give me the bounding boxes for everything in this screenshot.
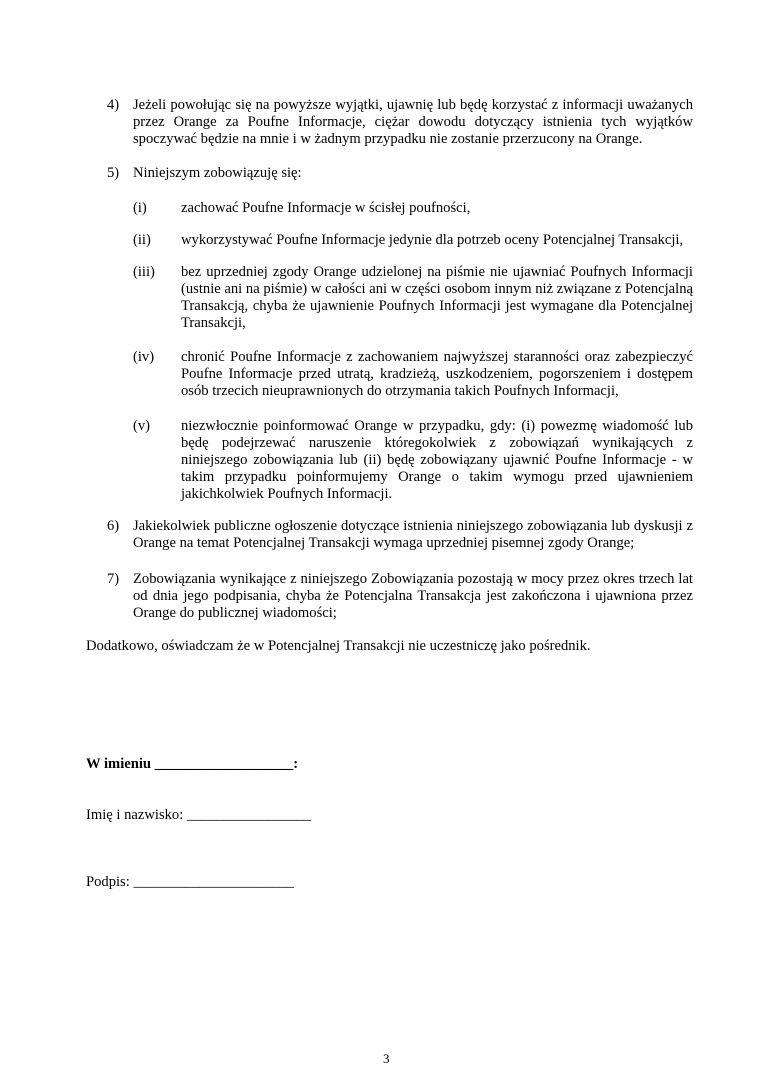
additional-statement: Dodatkowo, oświadczam że w Potencjalnej Transakcji nie uczestniczę jako pośrednik.	[86, 638, 591, 654]
clause-number: 7)	[107, 571, 120, 587]
subclause-text: niezwłocznie poinformować Orange w przypadku, gdy: (i) powezmę wiadomość lub będę podejrzewać naruszenie któregokolwiek z zobowiązań wynikających z niniejszego zobowiązania lub (ii) będę zobowiązany ujawnić Poufne Informacje - w takim przypadku poinformujemy Orange o takim wymogu przed ujawnieniem jakichkolwiek Poufnych Informacji.	[181, 418, 693, 502]
clause-text: Zobowiązania wynikające z niniejszego Zobowiązania pozostają w mocy przez okres trzech lat od dnia jego podpisania, chyba że Potencjalna Transakcja jest zakończona i ujawniona przez Orange do publicznej wiadomości;	[133, 571, 693, 621]
clause-4	[107, 97, 693, 148]
subclause-text: wykorzystywać Poufne Informacje jedynie dla potrzeb oceny Potencjalnej Transakcji,	[181, 232, 684, 248]
signature-line: Podpis: ______________________	[86, 874, 294, 890]
subclause-number: (ii)	[133, 232, 151, 248]
clause-number: 5)	[107, 165, 120, 181]
subclause-ii	[133, 232, 693, 249]
clause-text: Jeżeli powołując się na powyższe wyjątki, ujawnię lub będę korzystać z informacji uważanych przez Orange za Poufne Informacje, ciężar dowodu dotyczący istnienia tych wyjątków spoczywać będzie na mnie i w żadnym przypadku nie zostanie przerzucony na Orange.	[133, 97, 693, 147]
name-line: Imię i nazwisko: _________________	[86, 807, 311, 823]
subclause-number: (i)	[133, 200, 147, 216]
subclause-text: zachować Poufne Informacje w ścisłej poufności,	[181, 200, 471, 216]
clause-6	[107, 518, 693, 552]
subclause-number: (iv)	[133, 349, 155, 365]
clause-text: Niniejszym zobowiązuję się:	[133, 165, 302, 181]
clause-number: 4)	[107, 97, 120, 113]
clause-text: Jakiekolwiek publiczne ogłoszenie dotyczące istnienia niniejszego zobowiązania lub dyskusji z Orange na temat Potencjalnej Transakcji wymaga uprzedniej pisemnej zgody Orange;	[133, 518, 693, 551]
subclause-iv	[133, 349, 693, 400]
on-behalf-line: W imieniu ___________________:	[86, 756, 299, 772]
subclause-text: bez uprzedniej zgody Orange udzielonej na piśmie nie ujawniać Poufnych Informacji (ustnie ani na piśmie) w całości ani w części osobom innym niż związane z Potencjalną Transakcją, chyba że ujawnienie Poufnych Informacji jest wymagane dla Potencjalnej Transakcji,	[181, 264, 693, 331]
subclause-v	[133, 418, 693, 503]
subclause-i	[133, 200, 693, 217]
subclause-number: (v)	[133, 418, 151, 434]
page-number: 3	[383, 1051, 390, 1066]
clause-5	[107, 165, 693, 182]
clause-7	[107, 571, 693, 622]
subclause-iii	[133, 264, 693, 332]
subclause-text: chronić Poufne Informacje z zachowaniem najwyższej staranności oraz zabezpieczyć Poufne Informacje przed utratą, kradzieżą, uszkodzeniem, pogorszeniem i dostępem osób trzecich nieuprawnionych do otrzymania takich Poufnych Informacji,	[181, 349, 693, 399]
subclause-number: (iii)	[133, 264, 155, 280]
clause-number: 6)	[107, 518, 120, 534]
